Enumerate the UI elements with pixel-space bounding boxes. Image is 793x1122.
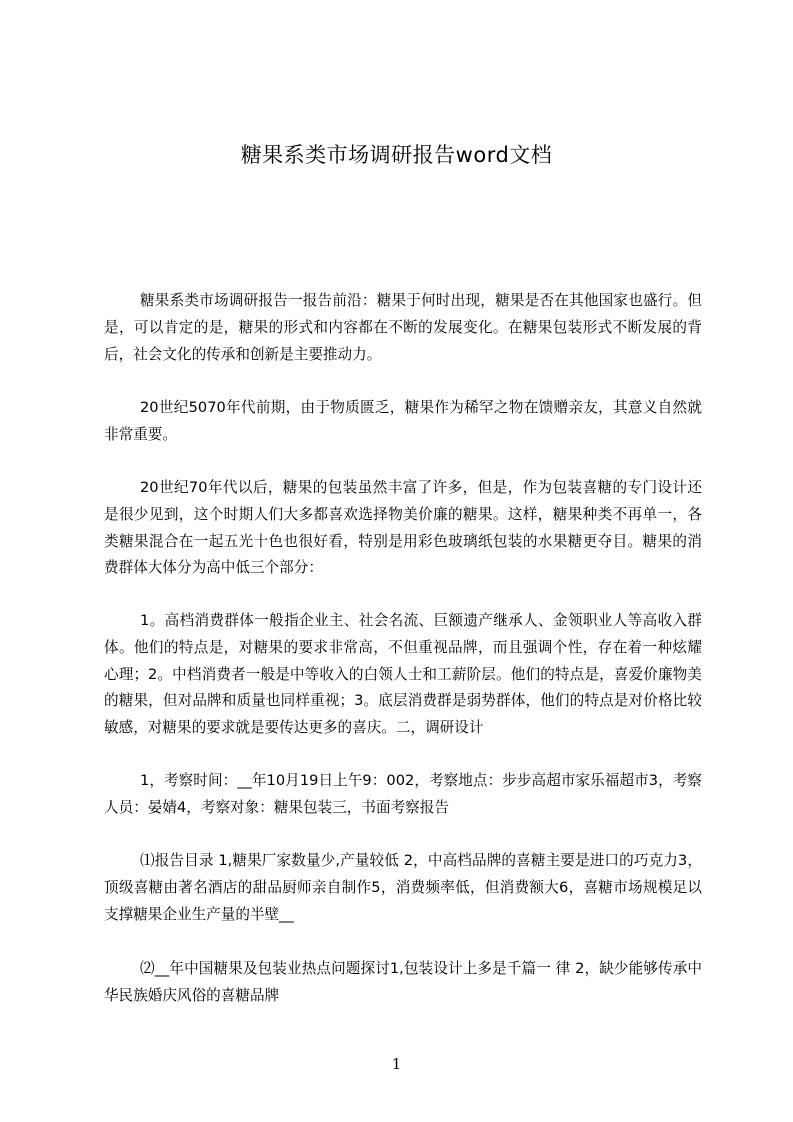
- paragraph-after-1970s: 20世纪70年代以后，糖果的包装虽然丰富了许多，但是，作为包装喜糖的专门设计还是很少见到，这个时期人们大多都喜欢选择物美价廉的糖果。这样，糖果种类不再单一，各类糖果混合在一起五光十色也很好看，特别是用彩色玻璃纸包装的水果糖更夺目。糖果的消费群体大体分为高中低三个部分：: [104, 479, 702, 577]
- paragraph-survey-design: 1，考察时间：__年10月19日上午9：002，考察地点：步步高超市家乐福超市3，考察人员：晏婧4，考察对象：糖果包装三，书面考察报告: [104, 772, 702, 816]
- document-title: 糖果系类市场调研报告word文档: [240, 143, 553, 167]
- paragraph-1950s-1970s: 20世纪5070年代前期，由于物质匮乏，糖果作为稀罕之物在馈赠亲友，其意义自然就非常重要。: [104, 399, 702, 443]
- paragraph-preface: 糖果系类市场调研报告一报告前沿：糖果于何时出现，糖果是否在其他国家也盛行。但是，可以肯定的是，糖果的形式和内容都在不断的发展变化。在糖果包装形式不断发展的背后，社会文化的传承和创新是主要推动力。: [104, 292, 702, 363]
- paragraph-consumer-groups: 1。高档消费群体一般指企业主、社会名流、巨额遗产继承人、金领职业人等高收入群体。他们的特点是，对糖果的要求非常高，不但重视品牌，而且强调个性，存在着一种炫耀心理；2。中档消费者一般是中等收入的白领人士和工薪阶层。他们的特点是，喜爱价廉物美的糖果，但对品牌和质量也同样重视；3。底层消费群是弱势群体，他们的特点是对价格比较敏感，对糖果的要求就是要传达更多的喜庆。二，调研设计: [104, 612, 702, 737]
- page-number: 1: [391, 1055, 402, 1073]
- paragraph-report-contents: ⑴报告目录 1,糖果厂家数量少,产量较低 2，中高档品牌的喜糖主要是进口的巧克力3，顶级喜糖由著名酒店的甜品厨师亲自制作5，消费频率低，但消费额大6，喜糖市场规模足以支撑糖果企业生产量的半壁__: [104, 852, 702, 923]
- paragraph-industry-issues: ⑵__年中国糖果及包装业热点问题探讨1,包装设计上多是千篇一 律 2，缺少能够传承中华民族婚庆风俗的喜糖品牌: [104, 960, 702, 1004]
